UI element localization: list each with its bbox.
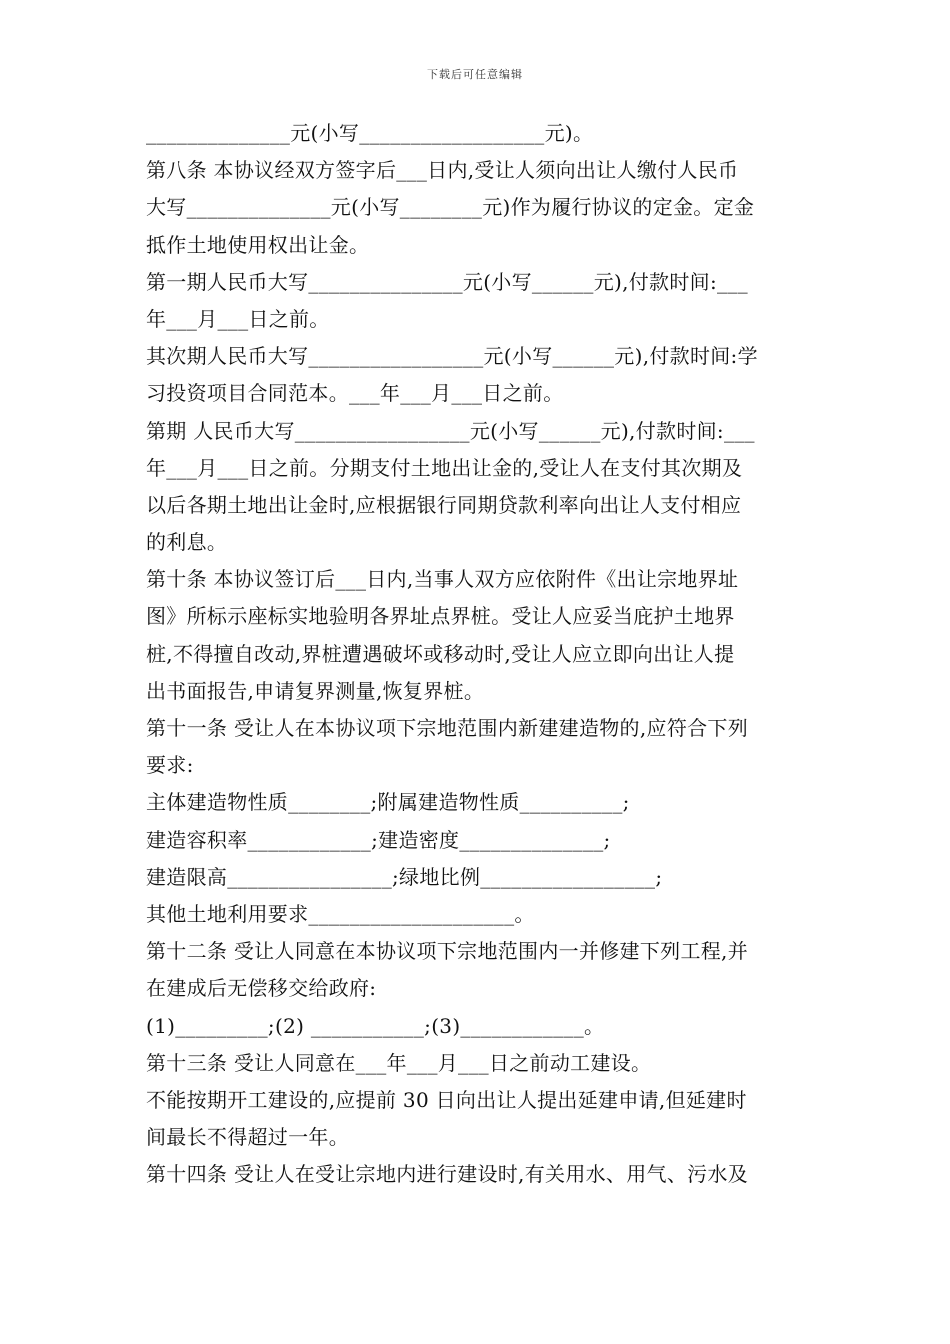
text-line: 第十二条 受让人同意在本协议项下宗地范围内一并修建下列工程,并 bbox=[146, 939, 749, 964]
text-line: 要求: bbox=[146, 753, 194, 778]
text-line: 大写______________元(小写________元)作为履行协议的定金。定金 bbox=[146, 195, 755, 220]
page-header: 下载后可任意编辑 bbox=[427, 68, 523, 81]
text-line: 第十四条 受让人在受让宗地内进行建设时,有关用水、用气、污水及 bbox=[146, 1162, 749, 1187]
text-line: 出书面报告,申请复界测量,恢复界桩。 bbox=[146, 678, 485, 703]
text-line: 抵作土地使用权出让金。 bbox=[146, 232, 370, 257]
text-line: 年___月___日之前。 bbox=[146, 306, 330, 331]
text-line: 第十一条 受让人在本协议项下宗地范围内新建建造物的,应符合下列 bbox=[146, 716, 749, 740]
text-line: 建造限高________________;绿地比例_________________; bbox=[146, 864, 663, 889]
text-line: 第一期人民币大写_______________元(小写______元),付款时间:___ bbox=[146, 269, 748, 294]
text-line: 其他土地利用要求____________________。 bbox=[146, 901, 535, 926]
text-line: 主体建造物性质________;附属建造物性质__________; bbox=[146, 790, 630, 815]
text-line: 其次期人民币大写_________________元(小写______元),付款时间:学 bbox=[146, 344, 758, 369]
text-line: 第十条 本协议签订后___日内,当事人双方应依附件《出让宗地界址 bbox=[146, 567, 739, 592]
document-body bbox=[146, 115, 810, 1193]
text-line: 第十三条 受让人同意在___年___月___日之前动工建设。 bbox=[146, 1050, 652, 1075]
text-line: 建造容积率____________;建造密度______________; bbox=[146, 827, 611, 852]
text-line: 第期 人民币大写_________________元(小写______元),付款时间:___ bbox=[146, 418, 755, 443]
text-line: 间最长不得超过一年。 bbox=[146, 1125, 349, 1150]
text-line: 年___月___日之前。分期支付土地出让金的,受让人在支付其次期及 bbox=[146, 455, 743, 480]
text-line: 不能按期开工建设的,应提前 30 日向出让人提出延建申请,但延建时 bbox=[146, 1087, 747, 1112]
text-line: (1)_________;(2) ___________;(3)____________。 bbox=[146, 1013, 605, 1038]
text-line: 在建成后无偿移交给政府: bbox=[146, 976, 377, 1001]
text-line: 以后各期土地出让金时,应根据银行同期贷款利率向出让人支付相应 bbox=[146, 492, 742, 517]
text-line: 桩,不得擅自改动,界桩遭遇破坏或移动时,受让人应立即向出让人提 bbox=[146, 641, 735, 666]
text-line: ______________元(小写__________________元)。 bbox=[146, 121, 594, 145]
text-line: 图》所标示座标实地验明各界址点界桩。受让人应妥当庇护土地界 bbox=[146, 604, 735, 629]
text-line: 的利息。 bbox=[146, 530, 228, 555]
text-line: 习投资项目合同范本。___年___月___日之前。 bbox=[146, 381, 564, 406]
text-line: 第八条 本协议经双方签字后___日内,受让人须向出让人缴付人民币 bbox=[146, 158, 739, 183]
